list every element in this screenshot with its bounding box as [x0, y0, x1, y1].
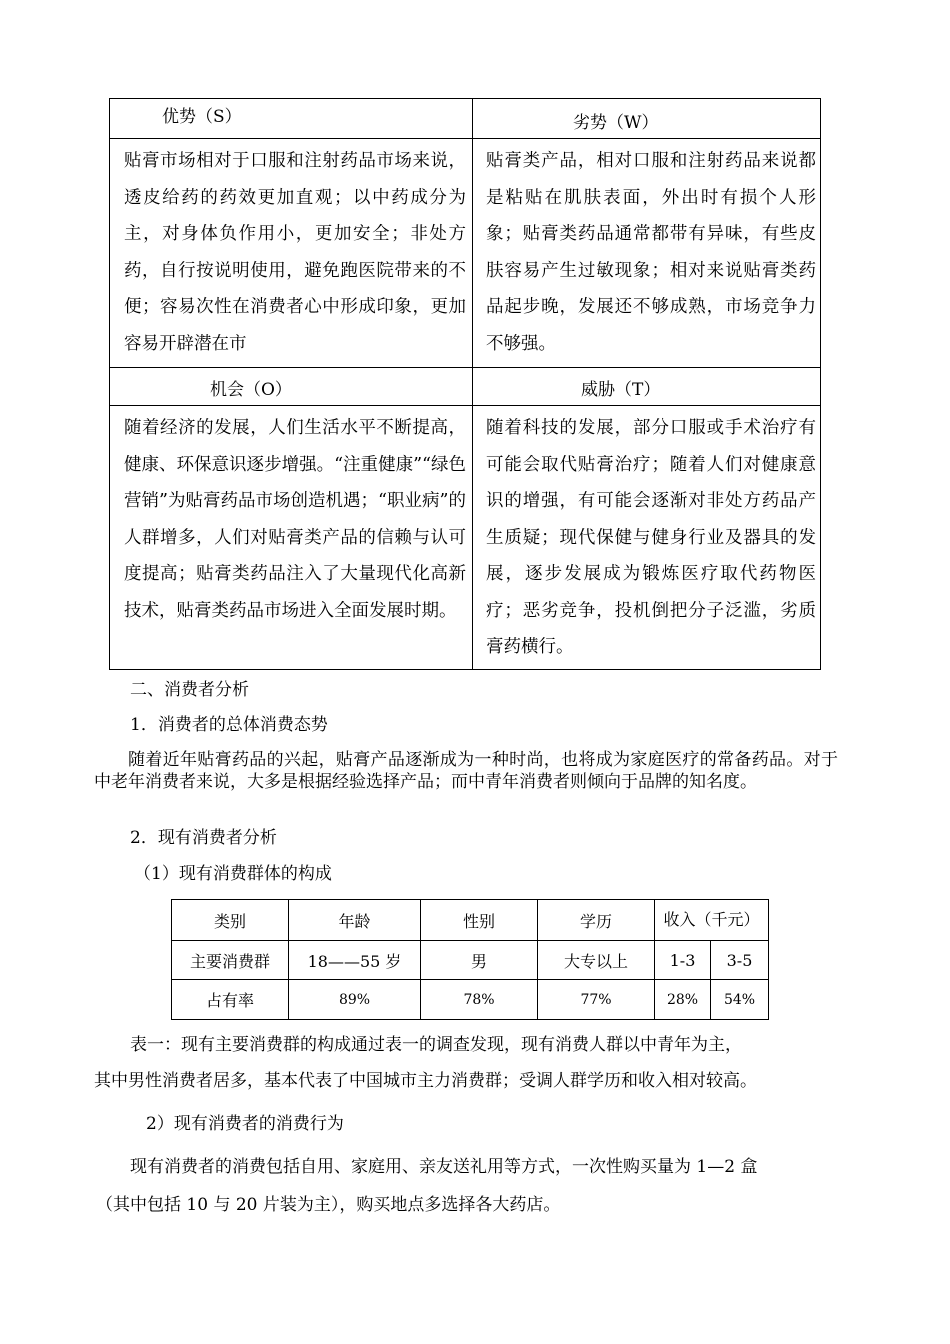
table-cell: 54% [711, 980, 769, 1020]
paragraph: 其中男性消费者居多，基本代表了中国城市主力消费群；受调人群学历和收入相对较高。 [94, 1071, 757, 1091]
threat-text: 随着科技的发展，部分口服或手术治疗有可能会取代贴膏治疗；随着人们对健康意识的增强，有可能会逐渐对非处方药品产生质疑；现代保健与健身行业及器具的发展，逐步发展成为锻炼医疗取代药物医疗；恶劣竞争，投机倒把分子泛滥，劣质膏药横行。 [486, 418, 816, 657]
paragraph: 现有消费者的消费包括自用、家庭用、亲友送礼用等方式，一次性购买量为 1—2 盒 [130, 1157, 758, 1177]
table-cell: 主要消费群 [172, 941, 289, 980]
strength-heading: 优势（S） [162, 107, 242, 127]
table-header-cell: 年龄 [289, 900, 421, 941]
table-header-cell: 学历 [538, 900, 655, 941]
table-header-cell: 收入（千元） [655, 900, 769, 941]
opportunity-text: 随着经济的发展，人们生活水平不断提高，健康、环保意识逐步增强。“注重健康”“绿色营销”为贴膏药品市场创造机遇；“职业病”的人群增多，人们对贴膏类产品的信赖与认可度提高；贴膏类药品注入了大量现代化高新技术，贴膏类药品市场进入全面发展时期。 [124, 418, 466, 621]
table-cell: 占有率 [172, 980, 289, 1020]
consumer-table [171, 899, 769, 1020]
table-header-cell: 类别 [172, 900, 289, 941]
table-cell: 78% [421, 980, 538, 1020]
table-header-cell: 性别 [421, 900, 538, 941]
swot-divider [110, 405, 820, 406]
table-cell: 18——55 岁 [289, 941, 421, 980]
table-cell: 89% [289, 980, 421, 1020]
swot-divider-vertical [472, 99, 473, 669]
table-row [172, 980, 769, 1020]
table-row [172, 941, 769, 980]
subsection-heading: （1）现有消费群体的构成 [134, 864, 332, 884]
subsection-heading: 1．消费者的总体消费态势 [130, 715, 328, 735]
opportunity-heading: 机会（O） [210, 380, 292, 400]
strength-text: 贴膏市场相对于口服和注射药品市场来说，透皮给药的药效更加直观；以中药成分为主，对身体负作用小，更加安全；非处方药，自行按说明使用，避免跑医院带来的不便；容易次性在消费者心中形成印象，更加容易开辟潜在市 [124, 151, 466, 354]
subsection-heading: 2．现有消费者分析 [130, 828, 277, 848]
table-cell: 男 [421, 941, 538, 980]
table-header-row [172, 900, 769, 941]
table-cell: 28% [655, 980, 711, 1020]
table-cell: 1-3 [655, 941, 711, 980]
section-title: 二、消费者分析 [130, 680, 249, 700]
table-cell: 77% [538, 980, 655, 1020]
swot-divider [110, 367, 820, 368]
paragraph: （其中包括 10 与 20 片装为主），购买地点多选择各大药店。 [96, 1195, 561, 1215]
weakness-heading: 劣势（W） [573, 113, 659, 133]
table-cell: 3-5 [711, 941, 769, 980]
threat-heading: 威胁（T） [581, 380, 661, 400]
table-cell: 大专以上 [538, 941, 655, 980]
table-caption: 表一：现有主要消费群的构成通过表一的调查发现，现有消费人群以中青年为主， [130, 1035, 742, 1055]
paragraph: 随着近年贴膏药品的兴起，贴膏产品逐渐成为一种时尚，也将成为家庭医疗的常备药品。对于中老年消费者来说，大多是根据经验选择产品；而中青年消费者则倾向于品牌的知名度。 [94, 750, 838, 792]
swot-table [109, 98, 821, 670]
subsection-heading: 2）现有消费者的消费行为 [146, 1114, 344, 1134]
swot-divider [110, 138, 820, 139]
weakness-text: 贴膏类产品，相对口服和注射药品来说都是粘贴在肌肤表面，外出时有损个人形象；贴膏类药品通常都带有异味，有些皮肤容易产生过敏现象；相对来说贴膏类药品起步晚，发展还不够成熟，市场竞争力不够强。 [486, 151, 816, 354]
